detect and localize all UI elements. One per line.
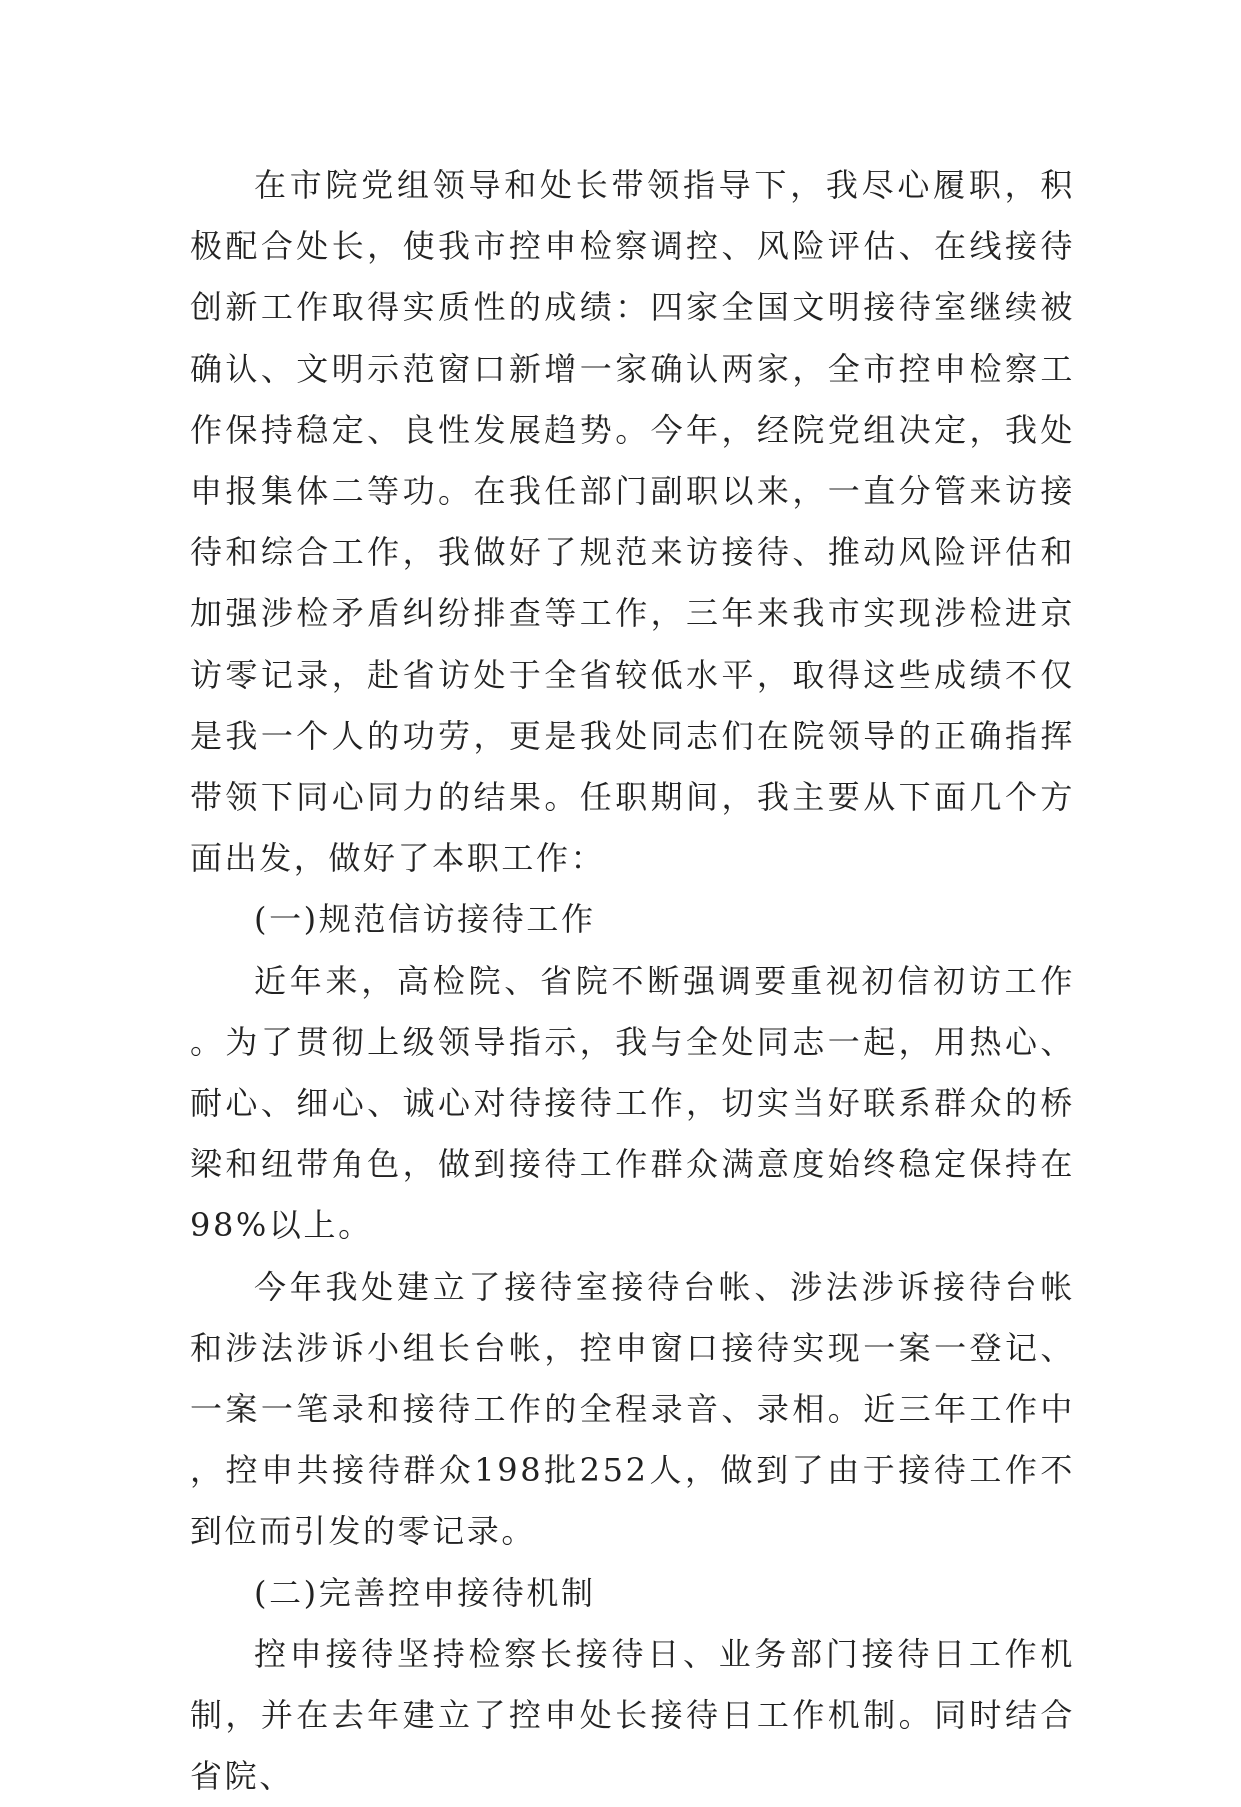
section-heading-1: (一)规范信访接待工作 bbox=[254, 900, 596, 939]
paragraph-reception-records: 今年我处建立了接待室接待台帐、涉法涉诉接待台帐和涉法涉诉小组长台帐，控申窗口接待实现一案一登记、一案一笔录和接待工作的全程录音、录相。近三年工作中，控申共接待群众198批252人，做到了由于接待工作不到位而引发的零记录。 bbox=[190, 1267, 1075, 1551]
paragraph-intro: 在市院党组领导和处长带领指导下，我尽心履职，积极配合处长，使我市控申检察调控、风险评估、在线接待创新工作取得实质性的成绩：四家全国文明接待室继续被确认、文明示范窗口新增一家确认两家，全市控申检察工作保持稳定、良性发展趋势。今年，经院党组决定，我处申报集体二等功。在我任部门副职以来，一直分管来访接待和综合工作，我做好了规范来访接待、推动风险评估和加强涉检矛盾纠纷排查等工作，三年来我市实现涉检进京访零记录，赴省访处于全省较低水平，取得这些成绩不仅是我一个人的功劳，更是我处同志们在院领导的正确指挥带领下同心同力的结果。任职期间，我主要从下面几个方面出发，做好了本职工作： bbox=[190, 166, 1075, 878]
section-heading-2: (二)完善控申接待机制 bbox=[254, 1573, 596, 1612]
paragraph-reception-attention: 近年来，高检院、省院不断强调要重视初信初访工作。为了贯彻上级领导指示，我与全处同志一起，用热心、耐心、细心、诚心对待接待工作，切实当好联系群众的桥梁和纽带角色，做到接待工作群众满意度始终稳定保持在98%以上。 bbox=[190, 961, 1075, 1245]
document-body bbox=[190, 155, 1075, 1807]
paragraph-reception-mechanism: 控申接待坚持检察长接待日、业务部门接待日工作机制，并在去年建立了控申处长接待日工作机制。同时结合省院、 bbox=[190, 1634, 1075, 1796]
